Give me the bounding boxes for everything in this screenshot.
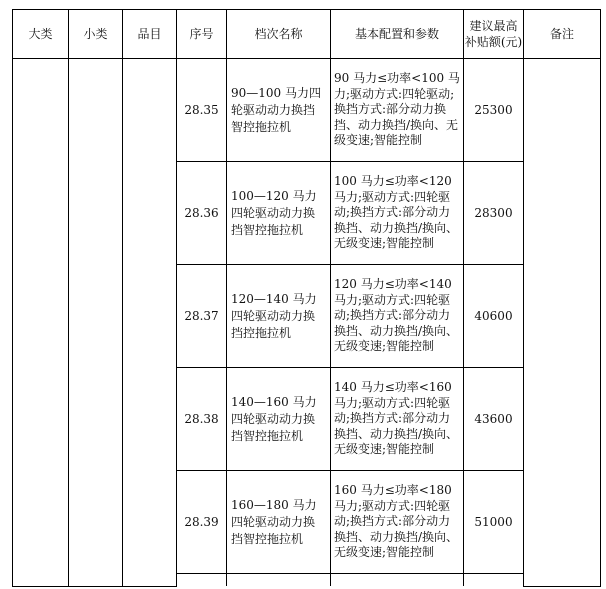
header-major: 大类 [13, 10, 69, 59]
cell-seq: 28.39 [177, 471, 227, 574]
cell-note [524, 59, 601, 587]
header-config: 基本配置和参数 [331, 10, 464, 59]
cell-config: 100 马力≤功率<120 马力;驱动方式:四轮驱动;换挡方式:部分动力换挡、动力换挡/换向、无级变速;智能控制 [331, 162, 464, 265]
cell-config: 90 马力≤功率<100 马力;驱动方式:四轮驱动;换挡方式:部分动力换挡、动力换挡/换向、无级变速;智能控制 [331, 59, 464, 162]
cell-subsidy: 25300 [464, 59, 524, 162]
table-row [13, 59, 601, 162]
cell-seq: 28.38 [177, 368, 227, 471]
cell-subsidy: 28300 [464, 162, 524, 265]
cell-item [123, 59, 177, 587]
cell-minor [69, 59, 123, 587]
cell-grade: 120—140 马力四轮驱动动力换挡控拖拉机 [227, 265, 331, 368]
subsidy-table [12, 9, 601, 587]
cell-seq: 28.37 [177, 265, 227, 368]
cell-subsidy: 40600 [464, 265, 524, 368]
cell-grade: 90—100 马力四轮驱动动力换挡智控拖拉机 [227, 59, 331, 162]
cell-grade: 100—120 马力四轮驱动动力换挡智控拖拉机 [227, 162, 331, 265]
cell-grade: 160—180 马力四轮驱动动力换挡智控拖拉机 [227, 471, 331, 574]
header-minor: 小类 [69, 10, 123, 59]
header-item: 品目 [123, 10, 177, 59]
cell-config: 120 马力≤功率<140 马力;驱动方式:四轮驱动;换挡方式:部分动力换挡、动力换挡/换向、无级变速;智能控制 [331, 265, 464, 368]
cell-config: 140 马力≤功率<160 马力;驱动方式:四轮驱动;换挡方式:部分动力换挡、动力换挡/换向、无级变速;智能控制 [331, 368, 464, 471]
cell-seq: 28.36 [177, 162, 227, 265]
cell-seq [177, 574, 227, 587]
header-grade: 档次名称 [227, 10, 331, 59]
cell-subsidy [464, 574, 524, 587]
cell-config: 160 马力≤功率<180 马力;驱动方式:四轮驱动;换挡方式:部分动力换挡、动力换挡/换向、无级变速;智能控制 [331, 471, 464, 574]
subsidy-table-page [12, 9, 601, 587]
header-seq: 序号 [177, 10, 227, 59]
cell-subsidy: 51000 [464, 471, 524, 574]
cell-seq: 28.35 [177, 59, 227, 162]
cell-subsidy: 43600 [464, 368, 524, 471]
header-subsidy [464, 10, 524, 59]
header-subsidy-label: 建议最高补贴额(元) [464, 18, 523, 49]
cell-config [331, 574, 464, 587]
cell-major [13, 59, 69, 587]
header-row [13, 10, 601, 59]
cell-grade [227, 574, 331, 587]
cell-grade: 140—160 马力四轮驱动动力换挡智控拖拉机 [227, 368, 331, 471]
header-note: 备注 [524, 10, 601, 59]
